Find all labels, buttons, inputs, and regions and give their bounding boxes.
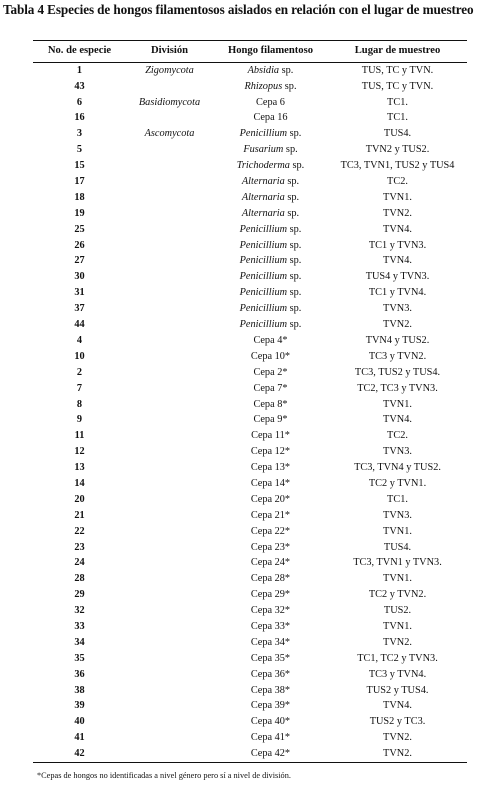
cell-division: Ascomycota (144, 128, 195, 140)
table-row (33, 746, 467, 762)
table-row (33, 730, 467, 746)
species-suffix: sp. (287, 255, 302, 267)
table-row (33, 587, 467, 603)
table-row (33, 413, 467, 429)
cell-lugar-muestreo: TC2 y TVN2. (368, 589, 427, 601)
cell-no-especie: 18 (74, 191, 85, 203)
table-body (33, 63, 467, 762)
cell-no-especie: 28 (74, 573, 85, 585)
genus-name: Cepa 16 (253, 112, 288, 124)
header-no-especie: No. de especie (47, 45, 112, 57)
genus-name: Cepa 40* (250, 716, 291, 728)
cell-hongo-filamentoso (213, 558, 328, 568)
cell-lugar-muestreo: TC1. (387, 112, 408, 124)
cell-lugar-muestreo: TVN1. (383, 525, 412, 537)
table-row (33, 603, 467, 619)
header-hongo-filamentoso: Hongo filamentoso (227, 45, 314, 57)
genus-name: Cepa 10* (250, 350, 291, 362)
cell-no-especie: 13 (74, 462, 85, 474)
table-row (33, 333, 467, 349)
cell-hongo-filamentoso (213, 400, 328, 410)
cell-hongo-filamentoso (213, 622, 328, 632)
cell-no-especie: 20 (74, 493, 85, 505)
cell-lugar-muestreo: TVN4. (383, 414, 412, 426)
cell-hongo-filamentoso (213, 415, 328, 425)
cell-hongo-filamentoso (213, 304, 328, 314)
cell-no-especie: 11 (74, 430, 85, 442)
genus-name: Penicillium (239, 303, 288, 315)
cell-division: Basidiomycota (138, 96, 201, 108)
cell-no-especie: 26 (74, 239, 85, 251)
cell-hongo-filamentoso (213, 749, 328, 759)
cell-hongo-filamentoso (213, 384, 328, 394)
table-header-row (33, 41, 467, 62)
genus-name: Cepa 12* (250, 446, 291, 458)
cell-hongo-filamentoso (213, 193, 328, 203)
species-suffix: sp. (287, 223, 302, 235)
cell-hongo-filamentoso (213, 241, 328, 251)
cell-no-especie: 38 (74, 684, 85, 696)
cell-hongo-filamentoso (213, 606, 328, 616)
genus-name: Cepa 9* (253, 414, 288, 426)
cell-lugar-muestreo: TC3, TVN1 y TVN3. (353, 557, 442, 569)
table-row (33, 492, 467, 508)
cell-hongo-filamentoso (213, 177, 328, 187)
cell-no-especie: 43 (74, 80, 85, 92)
cell-lugar-muestreo: TVN2. (383, 319, 412, 331)
cell-lugar-muestreo: TUS, TC y TVN. (361, 80, 434, 92)
species-suffix: sp. (289, 160, 305, 172)
table-row (33, 556, 467, 572)
cell-lugar-muestreo: TUS, TC y TVN. (361, 64, 434, 76)
genus-name: Cepa 23* (250, 541, 291, 553)
cell-no-especie: 31 (74, 287, 85, 299)
table-row (33, 397, 467, 413)
cell-hongo-filamentoso (213, 66, 328, 76)
cell-lugar-muestreo: TVN3. (383, 446, 412, 458)
cell-no-especie: 27 (74, 255, 85, 267)
cell-lugar-muestreo: TVN1. (383, 573, 412, 585)
cell-no-especie: 6 (76, 96, 83, 108)
genus-name: Cepa 41* (250, 732, 291, 744)
cell-lugar-muestreo: TUS4. (383, 541, 412, 553)
cell-lugar-muestreo: TUS2 y TC3. (369, 716, 426, 728)
cell-hongo-filamentoso (213, 256, 328, 266)
table-caption: Tabla 4 Especies de hongos filamentosos aislados en relación con el lugar de muestreo (3, 2, 474, 17)
table-row (33, 317, 467, 333)
cell-lugar-muestreo: TVN1. (383, 398, 412, 410)
genus-name: Cepa 38* (250, 684, 291, 696)
genus-name: Alternaria (241, 207, 285, 219)
cell-lugar-muestreo: TVN1. (383, 191, 412, 203)
species-suffix: sp. (284, 191, 300, 203)
genus-name: Cepa 2* (253, 366, 288, 378)
cell-no-especie: 23 (74, 541, 85, 553)
cell-hongo-filamentoso (213, 479, 328, 489)
table-row (33, 111, 467, 127)
cell-lugar-muestreo: TVN2. (383, 748, 412, 760)
cell-hongo-filamentoso (213, 272, 328, 282)
cell-hongo-filamentoso (213, 129, 328, 139)
cell-hongo-filamentoso (213, 352, 328, 362)
genus-name: Penicillium (239, 255, 288, 267)
species-suffix: sp. (287, 271, 302, 283)
cell-no-especie: 3 (76, 128, 83, 140)
genus-name: Cepa 20* (250, 493, 291, 505)
species-suffix: sp. (283, 144, 298, 156)
genus-name: Penicillium (239, 287, 288, 299)
table-row (33, 79, 467, 95)
cell-lugar-muestreo: TVN4 y TUS2. (365, 334, 430, 346)
table-row (33, 238, 467, 254)
table-row (33, 619, 467, 635)
cell-lugar-muestreo: TVN4. (383, 255, 412, 267)
table-row (33, 270, 467, 286)
genus-name: Trichoderma (236, 160, 290, 172)
genus-name: Absidia (247, 64, 280, 76)
cell-no-especie: 37 (74, 303, 85, 315)
cell-lugar-muestreo: TC2, TC3 y TVN3. (357, 382, 438, 394)
cell-hongo-filamentoso (213, 463, 328, 473)
table-row (33, 651, 467, 667)
cell-no-especie: 12 (74, 446, 85, 458)
table-row (33, 524, 467, 540)
cell-no-especie: 22 (74, 525, 85, 537)
cell-lugar-muestreo: TC1. (387, 493, 408, 505)
table-row (33, 349, 467, 365)
cell-hongo-filamentoso (213, 98, 328, 108)
cell-hongo-filamentoso (213, 511, 328, 521)
table-row (33, 63, 467, 79)
table-row (33, 572, 467, 588)
cell-no-especie: 24 (74, 557, 85, 569)
table-row (33, 699, 467, 715)
table-row (33, 715, 467, 731)
header-lugar-muestreo: Lugar de muestreo (354, 45, 441, 57)
species-suffix: sp. (287, 303, 302, 315)
genus-name: Rhizopus (244, 80, 283, 92)
genus-name: Cepa 29* (250, 589, 291, 601)
table-bottom-rule (33, 762, 467, 763)
cell-lugar-muestreo: TUS4 y TVN3. (365, 271, 430, 283)
genus-name: Cepa 14* (250, 477, 291, 489)
cell-hongo-filamentoso (213, 368, 328, 378)
cell-hongo-filamentoso (213, 686, 328, 696)
table-row (33, 95, 467, 111)
cell-no-especie: 4 (76, 334, 83, 346)
cell-lugar-muestreo: TVN4. (383, 223, 412, 235)
genus-name: Cepa 6 (256, 96, 285, 108)
genus-name: Cepa 28* (250, 573, 291, 585)
table-row (33, 683, 467, 699)
genus-name: Cepa 21* (250, 509, 291, 521)
cell-no-especie: 16 (74, 112, 85, 124)
table-row (33, 365, 467, 381)
cell-hongo-filamentoso (213, 288, 328, 298)
cell-hongo-filamentoso (213, 733, 328, 743)
cell-no-especie: 39 (74, 700, 85, 712)
cell-lugar-muestreo: TVN2. (383, 636, 412, 648)
genus-name: Penicillium (239, 319, 288, 331)
cell-hongo-filamentoso (213, 717, 328, 727)
cell-lugar-muestreo: TC3, TVN1, TUS2 y TUS4 (340, 160, 455, 172)
cell-no-especie: 34 (74, 636, 85, 648)
cell-hongo-filamentoso (213, 654, 328, 664)
cell-no-especie: 33 (74, 620, 85, 632)
cell-lugar-muestreo: TC1, TC2 y TVN3. (357, 652, 438, 664)
genus-name: Penicillium (239, 239, 288, 251)
genus-name: Cepa 42* (250, 748, 291, 760)
cell-lugar-muestreo: TC2. (387, 176, 408, 188)
genus-name: Alternaria (241, 191, 285, 203)
table-row (33, 460, 467, 476)
species-suffix: sp. (287, 239, 302, 251)
table-row (33, 476, 467, 492)
genus-name: Cepa 7* (253, 382, 288, 394)
table-row (33, 190, 467, 206)
cell-lugar-muestreo: TVN1. (383, 620, 412, 632)
genus-name: Cepa 24* (250, 557, 291, 569)
table-row (33, 222, 467, 238)
cell-lugar-muestreo: TVN2. (383, 207, 412, 219)
cell-lugar-muestreo: TC1 y TVN3. (368, 239, 427, 251)
table-row (33, 158, 467, 174)
cell-lugar-muestreo: TVN2. (383, 732, 412, 744)
genus-name: Cepa 4* (253, 334, 288, 346)
genus-name: Penicillium (239, 128, 288, 140)
cell-lugar-muestreo: TC1 y TVN4. (368, 287, 427, 299)
cell-lugar-muestreo: TC1. (387, 96, 408, 108)
cell-lugar-muestreo: TC3, TVN4 y TUS2. (354, 462, 441, 474)
species-suffix: sp. (287, 128, 302, 140)
cell-lugar-muestreo: TUS2 y TUS4. (366, 684, 429, 696)
table-row (33, 428, 467, 444)
table-row (33, 381, 467, 397)
cell-no-especie: 42 (74, 748, 85, 760)
cell-lugar-muestreo: TC3, TUS2 y TUS4. (354, 366, 441, 378)
cell-no-especie: 14 (74, 477, 85, 489)
cell-hongo-filamentoso (213, 82, 328, 92)
cell-no-especie: 40 (74, 716, 85, 728)
genus-name: Cepa 11* (251, 430, 290, 442)
cell-no-especie: 30 (74, 271, 85, 283)
cell-hongo-filamentoso (213, 670, 328, 680)
table-row (33, 540, 467, 556)
cell-hongo-filamentoso (213, 590, 328, 600)
cell-no-especie: 44 (74, 319, 85, 331)
cell-hongo-filamentoso (213, 145, 328, 155)
cell-hongo-filamentoso (213, 113, 328, 123)
cell-no-especie: 17 (74, 176, 85, 188)
cell-hongo-filamentoso (213, 225, 328, 235)
cell-no-especie: 5 (76, 144, 83, 156)
genus-name: Cepa 39* (250, 700, 291, 712)
cell-no-especie: 41 (74, 732, 85, 744)
cell-lugar-muestreo: TC2 y TVN1. (368, 477, 427, 489)
table-row (33, 508, 467, 524)
species-suffix: sp. (287, 287, 302, 299)
cell-lugar-muestreo: TC3 y TVN2. (368, 350, 427, 362)
cell-no-especie: 2 (76, 366, 83, 378)
cell-no-especie: 29 (74, 589, 85, 601)
cell-hongo-filamentoso (213, 495, 328, 505)
table-row (33, 206, 467, 222)
cell-hongo-filamentoso (213, 527, 328, 537)
table-row (33, 635, 467, 651)
cell-hongo-filamentoso (213, 320, 328, 330)
genus-name: Cepa 13* (250, 462, 291, 474)
cell-no-especie: 8 (76, 398, 83, 410)
species-suffix: sp. (287, 319, 302, 331)
table-row (33, 254, 467, 270)
cell-hongo-filamentoso (213, 447, 328, 457)
cell-hongo-filamentoso (213, 209, 328, 219)
cell-lugar-muestreo: TUS2. (383, 605, 412, 617)
table-footnote: *Cepas de hongos no identificadas a nivel género pero sí a nivel de división. (37, 771, 291, 780)
table-row (33, 142, 467, 158)
cell-lugar-muestreo: TVN3. (383, 303, 412, 315)
genus-name: Fusarium (243, 144, 284, 156)
cell-no-especie: 21 (74, 509, 85, 521)
header-division: División (150, 45, 189, 57)
genus-name: Alternaria (241, 176, 285, 188)
table-row (33, 301, 467, 317)
genus-name: Cepa 35* (250, 652, 291, 664)
cell-hongo-filamentoso (213, 574, 328, 584)
genus-name: Cepa 22* (250, 525, 291, 537)
species-suffix: sp. (282, 80, 297, 92)
cell-no-especie: 1 (76, 64, 83, 76)
cell-hongo-filamentoso (213, 161, 328, 171)
table-row (33, 127, 467, 143)
cell-lugar-muestreo: TVN3. (383, 509, 412, 521)
species-table (33, 40, 467, 763)
cell-no-especie: 15 (74, 160, 85, 172)
cell-lugar-muestreo: TC2. (387, 430, 408, 442)
table-row (33, 285, 467, 301)
cell-no-especie: 19 (74, 207, 85, 219)
cell-lugar-muestreo: TC3 y TVN4. (368, 668, 427, 680)
species-suffix: sp. (284, 207, 300, 219)
genus-name: Penicillium (239, 271, 288, 283)
cell-lugar-muestreo: TUS4. (383, 128, 412, 140)
cell-no-especie: 32 (74, 605, 85, 617)
genus-name: Cepa 36* (250, 668, 291, 680)
cell-division: Zigomycota (145, 64, 194, 76)
species-suffix: sp. (279, 64, 294, 76)
cell-no-especie: 7 (76, 382, 83, 394)
genus-name: Cepa 32* (250, 605, 291, 617)
genus-name: Cepa 33* (250, 620, 291, 632)
cell-no-especie: 9 (76, 414, 83, 426)
cell-hongo-filamentoso (213, 543, 328, 553)
cell-no-especie: 36 (74, 668, 85, 680)
cell-lugar-muestreo: TVN2 y TUS2. (365, 144, 430, 156)
cell-lugar-muestreo: TVN4. (383, 700, 412, 712)
genus-name: Cepa 8* (253, 398, 288, 410)
genus-name: Penicillium (239, 223, 288, 235)
cell-hongo-filamentoso (213, 701, 328, 711)
species-suffix: sp. (284, 176, 300, 188)
table-row (33, 667, 467, 683)
table-row (33, 444, 467, 460)
table-row (33, 174, 467, 190)
cell-hongo-filamentoso (213, 638, 328, 648)
cell-no-especie: 35 (74, 652, 85, 664)
cell-hongo-filamentoso (213, 431, 328, 441)
genus-name: Cepa 34* (250, 636, 291, 648)
cell-no-especie: 10 (74, 350, 85, 362)
cell-no-especie: 25 (74, 223, 85, 235)
cell-hongo-filamentoso (213, 336, 328, 346)
